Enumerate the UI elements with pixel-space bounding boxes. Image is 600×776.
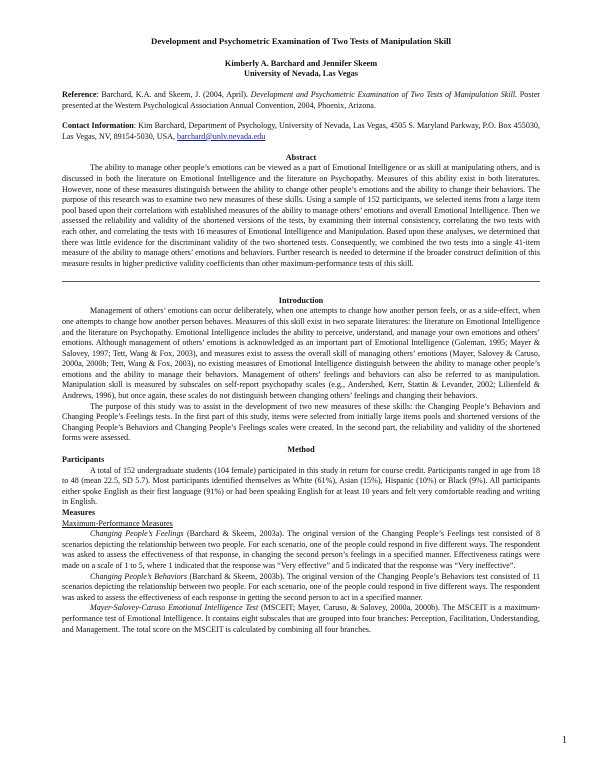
abstract-heading: Abstract: [285, 153, 317, 163]
contact-paragraph: [62, 121, 540, 142]
affiliation: University of Nevada, Las Vegas: [243, 68, 359, 78]
msceit-paragraph: [62, 603, 540, 635]
introduction-paragraph-2: The purpose of this study was to assist in the development of two new measures of these skills: the Changing People’s Behaviors and Changing People’s Feelings tests. In the first part of this study, items were selected from initially large items pools and shortened versions of the Changing People’s Behaviors and Changing People’s Feelings scales were created. In the second part, the reliability and validity of the shortened forms were assessed.: [62, 401, 540, 443]
reference-italic-title: Development and Psychometric Examination of Two Tests of Manipulation Skill.: [250, 90, 518, 99]
section-divider: [62, 281, 540, 282]
msceit-text: (MSCEIT; Mayer, Caruso, & Salovey, 2000a, 2000b). The MSCEIT is a maximum-performance test of Emotional Intelligence. It contains eight subscales that are grouped into four branches: Perception, Facilitation, Understanding, and Management. The total score on the MSCEIT is calculated by combining all four branches.: [62, 603, 540, 634]
reference-label: Reference: [62, 90, 97, 99]
measures-heading: Measures: [62, 508, 96, 517]
participants-heading: Participants: [62, 455, 105, 465]
changing-feelings-text: (Barchard & Skeem, 2003a). The original version of the Changing People’s Feelings test consisted of 8 scenarios depicting the relationship between two people. For each scenario, one of the people could respond in five different ways. The respondent was asked to assess the effectiveness of that response, in changing the second person’s feelings in a specified manner. Effectiveness ratings were made on a scale of 1 to 5, where 1 indicated that the response was “Very effective” and 5 indicated that the response was “Very ineffective”.: [62, 529, 541, 570]
paper-title: Development and Psychometric Examination of Two Tests of Manipulation Skill: [150, 36, 451, 46]
reference-text-a: : Barchard, K.A. and Skeem, J. (2004, April).: [96, 90, 251, 99]
participants-text: A total of 152 undergraduate students (104 female) participated in this study in return for course credit. Participants ranged in age from 18 to 48 (mean 22.5, SD 5.7). Most participants identified themselves as White (61%), Asian (15%), Hispanic (10%) or Black (9%). All participants either spoke English as their first language (91%) or had been speaking English for at least 10 years and felt very comfortable reading and writing in English.: [62, 465, 540, 507]
introduction-paragraph-1: Management of others’ emotions can occur deliberately, when one attempts to change how another person feels, or as a side-effect, when one attempts to change how another person behaves. Measures of this skill exist in two separate literatures: the literature on Emotional Intelligence and the literature on Psychopathy. Emotional Intelligence includes the ability to perceive, understand, and manage your own emotions and others’ emotions. Although management of others’ emotions is acknowledged as an important part of Emotional Intelligence (Goleman, 1995; Mayer & Salovey, 1997; Tett, Wang & Fox, 2003), and measures exist to assess the overall skill of managing others’ emotions (Mayer, Salovey & Caruso, 2000a, 2000b; Tett, Wang & Fox, 2003), no existing measures of Emotional Intelligence distinguish between the ability to manage other people’s emotions and the ability to manage their behaviors. Management of others’ feelings and behaviors can also be referred to as manipulation. Manipulation skill is measured by subscales on self-report psychopathy scales (e.g., Andershed, Kerr, Stattin & Levander, 2002; Lilienfeld & Andrews, 1996), but once again, these scales do not distinguish between changing others’ feelings and changing their behaviors.: [62, 306, 540, 401]
document-page: [62, 36, 540, 635]
page-number: 1: [562, 735, 567, 746]
msceit-title: Mayer-Salovey-Caruso Emotional Intelligence Test: [90, 603, 259, 613]
changing-behaviors-paragraph: [62, 572, 540, 604]
contact-email-link[interactable]: barchard@unlv.nevada.edu: [177, 131, 266, 141]
author-block: [62, 59, 540, 79]
max-performance-measures-heading: Maximum-Performance Measures: [62, 518, 173, 528]
introduction-heading: Introduction: [278, 296, 324, 306]
changing-behaviors-title: Changing People’s Behaviors: [90, 571, 187, 581]
reference-text-b: Poster presented at the Western Psychological Association Annual Convention, 2004, Phoenix, Arizona.: [62, 90, 541, 110]
method-heading: Method: [287, 445, 315, 455]
authors: Kimberly A. Barchard and Jennifer Skeem: [224, 58, 378, 68]
abstract-text: The ability to manage other people’s emotions can be viewed as a part of Emotional Intelligence or as skill at manipulating others, and is discussed in both the literature on Emotional Intelligence and the literature on Psychopathy. Measures of this ability exist in both literatures. However, none of these measures distinguish between the ability to change other people’s emotions and the ability to change their behaviors. The purpose of this research was to examine two new measures of these skills. Using a sample of 152 participants, we selected items from a large item pool based upon their correlations with established measures of the ability to manage others’ emotions and overall Emotional Intelligence. Then we assessed the reliability and validity of the shortened versions of the tests, by examining their internal consistency, correlating the two tests with each other, and correlating the tests with 16 measures of Emotional Intelligence and Manipulation. Based upon these analyses, we determined that there was little evidence for the discriminant validity of the two shortened tests. Consequently, we combined the two tests into a single 41-item measure of the ability to manage others’ emotions and behaviors. Further research is needed to determine if the broader construct definition of this measure results in higher predictive validity coefficients than other maximum-performance tests of this skill.: [62, 163, 540, 268]
contact-text: : Kim Barchard, Department of Psychology, University of Nevada, Las Vegas, 4505 S. Maryland Parkway, P.O. Box 455030, Las Vegas, NV, 89154-5030, USA,: [62, 121, 540, 141]
changing-behaviors-text: (Barchard & Skeem, 2003b). The original version of the Changing People’s Behaviors test consisted of 11 scenarios depicting the relationship between two people. For each scenario, one of the people could respond in five different ways. The respondent was asked to assess the effectiveness of each response in getting the second person to act in a specified manner.: [62, 571, 540, 602]
changing-feelings-title: Changing People’s Feelings: [90, 529, 184, 539]
reference-paragraph: [62, 90, 540, 111]
contact-label: Contact Information: [62, 121, 134, 131]
changing-feelings-paragraph: [62, 529, 540, 571]
